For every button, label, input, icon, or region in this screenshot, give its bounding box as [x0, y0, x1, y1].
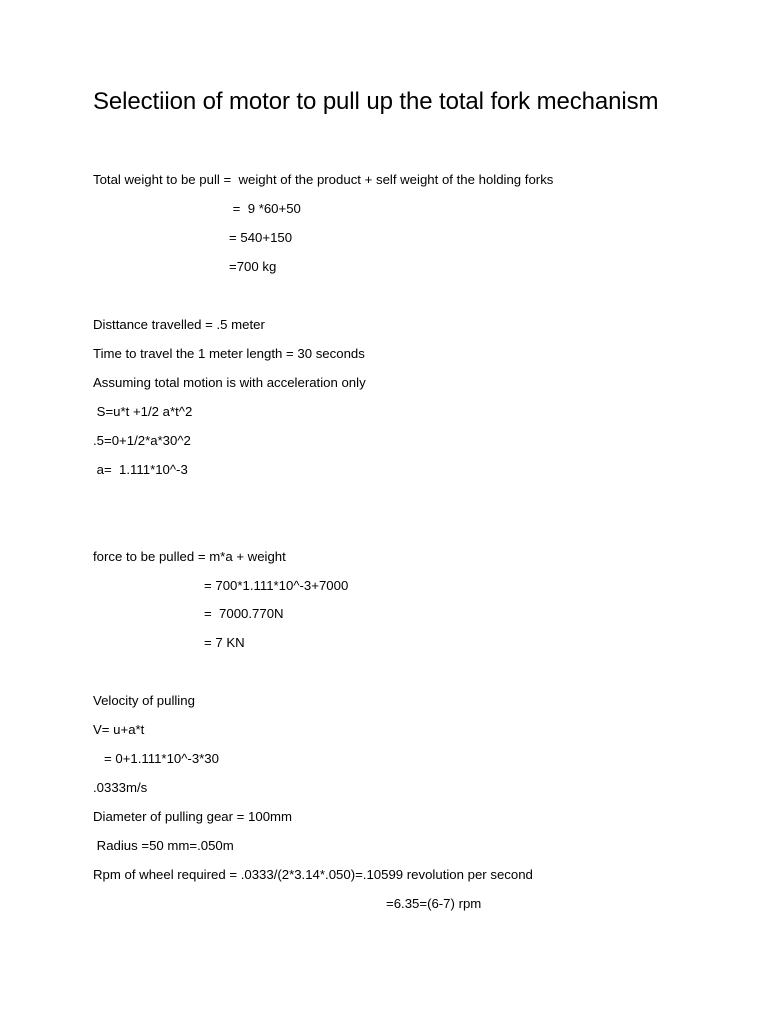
force-line-2: = 700*1.111*10^-3+7000: [204, 578, 349, 593]
motion-equation-2: .5=0+1/2*a*30^2: [93, 433, 191, 448]
motion-equation-1: S=u*t +1/2 a*t^2: [93, 404, 193, 419]
force-line-1: force to be pulled = m*a + weight: [93, 549, 286, 564]
page-title: Selectiion of motor to pull up the total fork mechanism: [93, 88, 659, 115]
gear-radius-line: Radius =50 mm=.050m: [93, 838, 234, 853]
weight-line-3: = 540+150: [229, 230, 293, 245]
time-line: Time to travel the 1 meter length = 30 seconds: [93, 346, 365, 361]
velocity-result: .0333m/s: [93, 780, 148, 795]
weight-line-1: Total weight to be pull = weight of the product + self weight of the holding forks: [93, 172, 554, 187]
velocity-heading: Velocity of pulling: [93, 693, 195, 708]
assumption-line: Assuming total motion is with acceleration only: [93, 375, 366, 390]
gear-diameter-line: Diameter of pulling gear = 100mm: [93, 809, 293, 824]
distance-line: Disttance travelled = .5 meter: [93, 317, 265, 332]
weight-line-2: = 9 *60+50: [229, 201, 301, 216]
velocity-equation-1: V= u+a*t: [93, 722, 145, 737]
force-line-4: = 7 KN: [204, 635, 245, 650]
acceleration-result: a= 1.111*10^-3: [93, 462, 188, 477]
rpm-line: Rpm of wheel required = .0333/(2*3.14*.050)=.10599 revolution per second: [93, 867, 533, 882]
weight-line-4: =700 kg: [229, 259, 277, 274]
velocity-equation-2: = 0+1.111*10^-3*30: [93, 751, 219, 766]
force-line-3: = 7000.770N: [204, 606, 284, 621]
rpm-result-line: =6.35=(6-7) rpm: [386, 896, 482, 911]
